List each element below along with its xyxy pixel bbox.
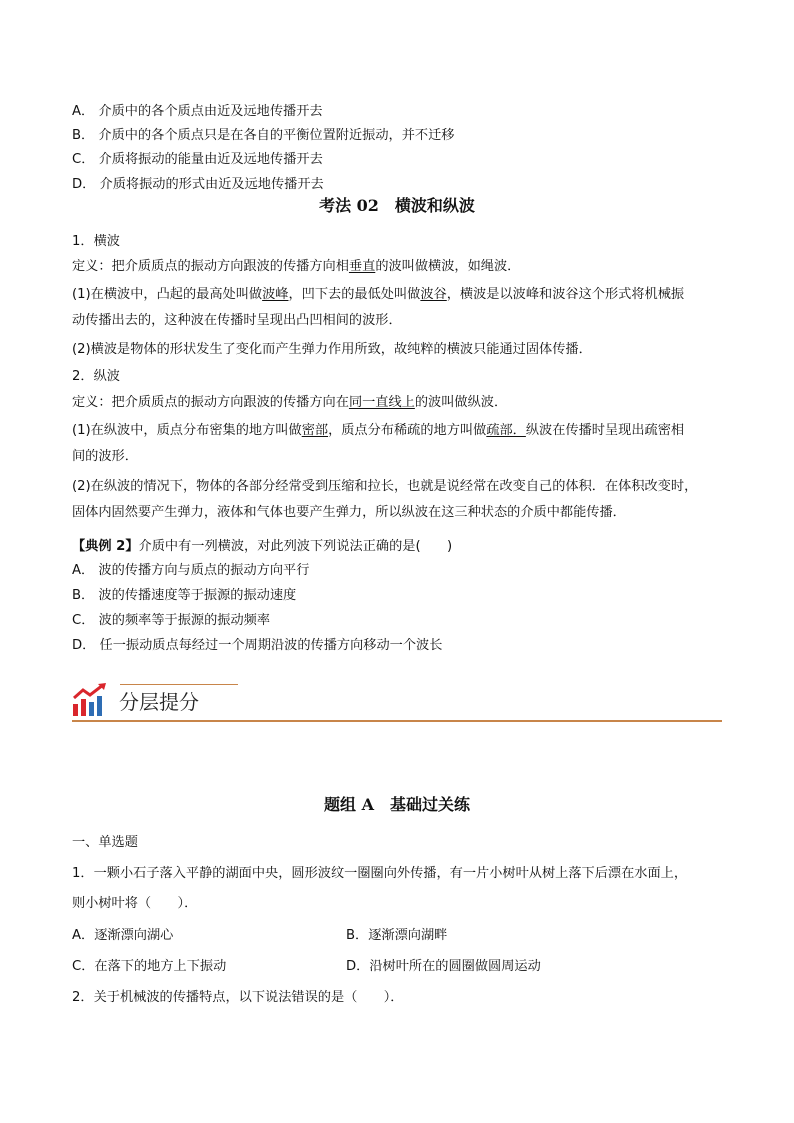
text-span: 的波叫做横波，如绳波． <box>375 259 521 274</box>
text-span: ，凹下去的最低处叫做 <box>288 287 421 302</box>
term-crest: 波峰 <box>262 287 289 302</box>
text-span: 定义：把介质质点的振动方向跟波的传播方向相 <box>72 259 349 274</box>
transverse-heading: 1．横波 <box>72 234 120 249</box>
longitudinal-para2-line1: (2)在纵波的情况下，物体的各部分经常受到压缩和拉长，也就是说经常在改变自己的体积．在体积改变时， <box>72 479 698 494</box>
longitudinal-definition <box>72 394 507 412</box>
question2-line1: 2．关于机械波的传播特点，以下说法错误的是（ ）． <box>72 990 404 1005</box>
transverse-definition <box>72 258 520 276</box>
transverse-para1-line1 <box>72 286 684 304</box>
transverse-para1-line2: 动传播出去的，这种波在传播时呈现出凸凹相间的波形． <box>72 313 402 328</box>
example2-question <box>72 538 452 556</box>
banner-top-rule <box>120 684 238 685</box>
prev-option-a: A． 介质中的各个质点由近及远地传播开去 <box>72 104 323 119</box>
prev-option-b: B． 介质中的各个质点只是在各自的平衡位置附近振动，并不迁移 <box>72 128 455 143</box>
term-same-line: 同一直线上 <box>348 395 415 410</box>
longitudinal-heading: 2．纵波 <box>72 369 120 384</box>
term-rarefaction: 疏部． <box>486 423 526 438</box>
prev-option-c: C． 介质将振动的能量由近及远地传播开去 <box>72 152 323 167</box>
example2-option-d: D． 任一振动质点每经过一个周期沿波的传播方向移动一个波长 <box>72 638 443 653</box>
term-trough: 波谷 <box>420 287 447 302</box>
example2-option-a: A． 波的传播方向与质点的振动方向平行 <box>72 563 310 578</box>
text-span: 介质中有一列横波，对此列波下列说法正确的是( ) <box>138 539 453 554</box>
longitudinal-para1-line1 <box>72 422 684 440</box>
banner-underline <box>72 720 722 722</box>
example2-label: 【典例 2】 <box>72 539 139 554</box>
section-banner <box>72 680 722 722</box>
example2-option-b: B． 波的传播速度等于振源的振动速度 <box>72 588 297 603</box>
single-choice-heading: 一、单选题 <box>72 835 138 850</box>
question1-option-d: D．沿树叶所在的圆圈做圆周运动 <box>346 959 541 974</box>
group-title: 题组 A 基础过关练 <box>324 795 470 814</box>
term-perpendicular: 垂直 <box>348 259 376 274</box>
text-span: (1)在纵波中，质点分布密集的地方叫做 <box>72 423 302 438</box>
text-span: ，质点分布稀疏的地方叫做 <box>328 423 487 438</box>
question1-option-c: C．在落下的地方上下振动 <box>72 959 227 974</box>
text-span: 的波叫做纵波． <box>414 395 508 410</box>
question1-line2: 则小树叶将（ ）． <box>72 896 198 911</box>
question1-line1: 1．一颗小石子落入平静的湖面中央，圆形波纹一圈圈向外传播，有一片小树叶从树上落下后漂在水面上， <box>72 866 688 881</box>
text-span: 定义：把介质质点的振动方向跟波的传播方向在 <box>72 395 349 410</box>
banner-title: 分层提分 <box>119 690 199 714</box>
question1-option-b: B．逐渐漂向湖畔 <box>346 928 448 943</box>
text-span: 纵波在传播时呈现出疏密相 <box>525 423 685 438</box>
prev-option-d: D． 介质将振动的形式由近及远地传播开去 <box>72 177 324 192</box>
section-title: 考法 02 横波和纵波 <box>319 196 475 215</box>
longitudinal-para2-line2: 固体内固然要产生弹力，液体和气体也要产生弹力，所以纵波在这三种状态的介质中都能传播． <box>72 505 626 520</box>
rising-bar-chart-icon <box>72 682 108 718</box>
transverse-para2: (2)横波是物体的形状发生了变化而产生弹力作用所致，故纯粹的横波只能通过固体传播． <box>72 342 592 357</box>
question1-option-a: A．逐渐漂向湖心 <box>72 928 174 943</box>
text-span: (1)在横波中，凸起的最高处叫做 <box>72 287 263 302</box>
example2-option-c: C． 波的频率等于振源的振动频率 <box>72 613 271 628</box>
text-span: ，横波是以波峰和波谷这个形式将机械振 <box>446 287 685 302</box>
longitudinal-para1-line2: 间的波形． <box>72 449 138 464</box>
term-compression: 密部 <box>301 423 329 438</box>
